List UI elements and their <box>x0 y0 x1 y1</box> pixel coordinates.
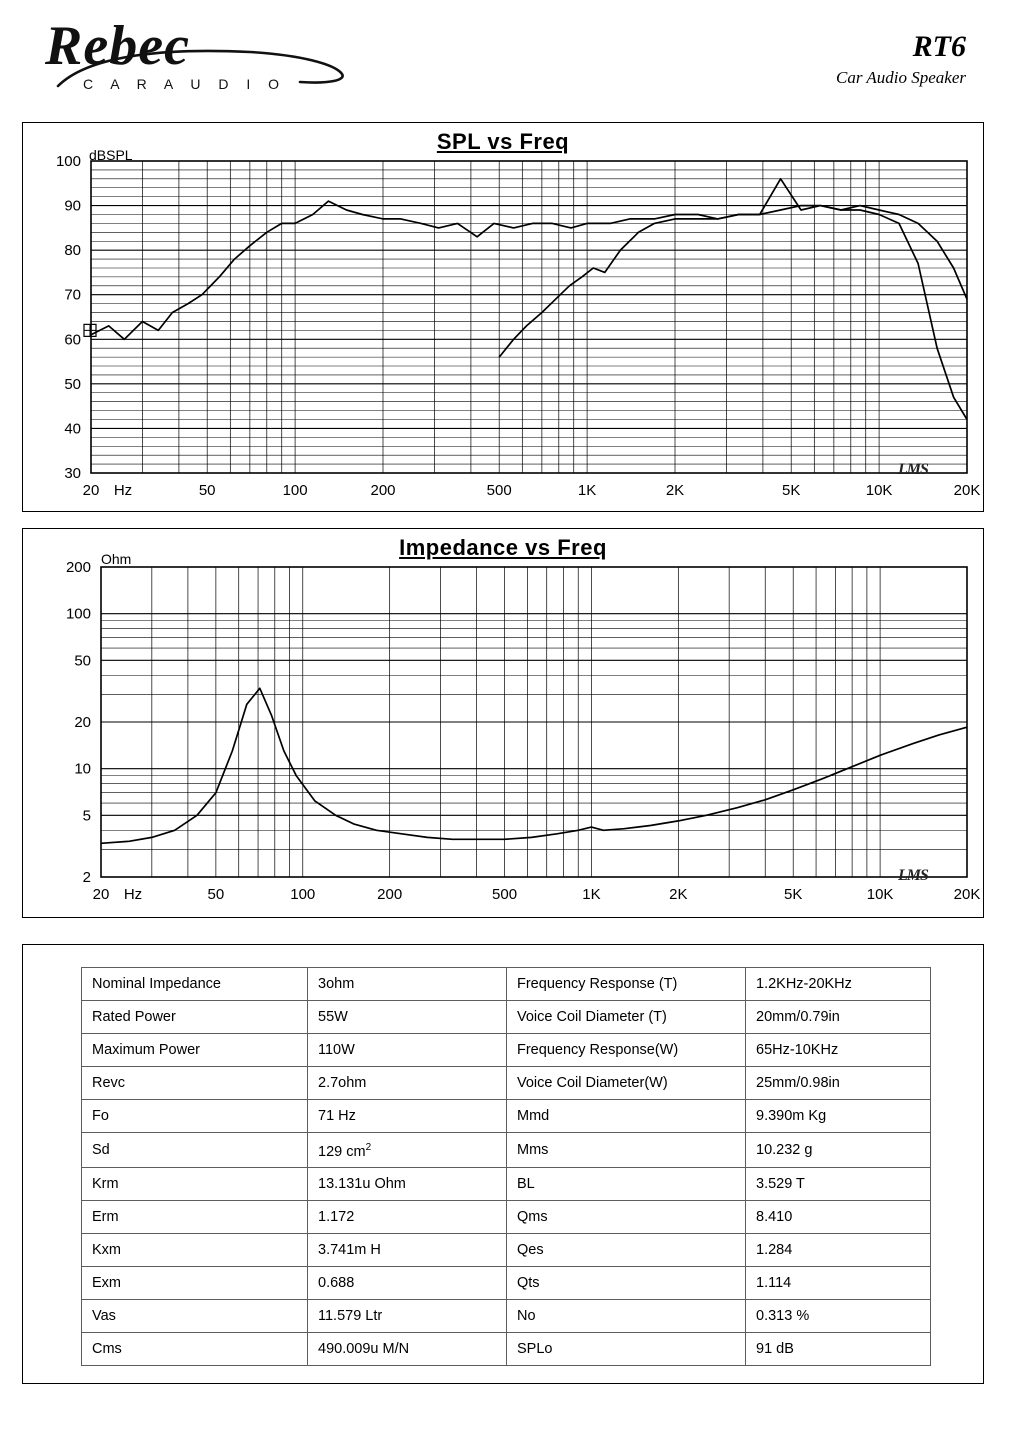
spec-key: Maximum Power <box>82 1034 308 1067</box>
spec-key: Fo <box>82 1100 308 1133</box>
impedance-chart-title: Impedance vs Freq <box>399 535 607 560</box>
spec-value: 11.579 Ltr <box>308 1299 507 1332</box>
table-row <box>82 1100 931 1133</box>
spec-value: 25mm/0.98in <box>746 1067 931 1100</box>
svg-text:200: 200 <box>65 559 91 576</box>
svg-text:2: 2 <box>82 869 91 886</box>
spec-value: 1.284 <box>746 1233 931 1266</box>
svg-text:5K: 5K <box>782 482 801 499</box>
spec-key: Mms <box>507 1133 746 1168</box>
spec-key: Krm <box>82 1167 308 1200</box>
svg-text:500: 500 <box>486 482 512 499</box>
brand-name: Rebec <box>45 15 190 77</box>
svg-text:200: 200 <box>377 886 403 903</box>
spec-key: BL <box>507 1167 746 1200</box>
svg-text:20K: 20K <box>953 886 981 903</box>
spec-value: 65Hz-10KHz <box>746 1034 931 1067</box>
spec-key: Revc <box>82 1067 308 1100</box>
svg-text:60: 60 <box>64 331 81 349</box>
svg-text:20: 20 <box>82 482 100 499</box>
spec-value: 3.741m H <box>308 1233 507 1266</box>
spec-value: 0.688 <box>308 1266 507 1299</box>
spec-key: Qts <box>507 1266 746 1299</box>
svg-text:90: 90 <box>64 197 81 215</box>
table-row <box>82 1299 931 1332</box>
table-row <box>82 1266 931 1299</box>
spec-value: 1.2KHz-20KHz <box>746 968 931 1001</box>
spec-key: Frequency Response (T) <box>507 968 746 1001</box>
spec-value: 8.410 <box>746 1200 931 1233</box>
spec-key: Kxm <box>82 1233 308 1266</box>
model-subtitle: Car Audio Speaker <box>835 68 966 87</box>
svg-text:20: 20 <box>92 886 110 903</box>
svg-text:Hz: Hz <box>123 886 143 903</box>
brand-tagline: C A R A U D I O <box>83 76 287 92</box>
spec-key: Qms <box>507 1200 746 1233</box>
spec-key: Sd <box>82 1133 308 1168</box>
svg-text:20: 20 <box>74 714 91 731</box>
svg-text:1K: 1K <box>582 886 601 903</box>
spec-key: Rated Power <box>82 1001 308 1034</box>
spec-value: 71 Hz <box>308 1100 507 1133</box>
svg-text:30: 30 <box>64 465 81 482</box>
svg-text:50: 50 <box>74 652 91 670</box>
spec-value: 1.172 <box>308 1200 507 1233</box>
spec-key: Erm <box>82 1200 308 1233</box>
page-header <box>0 0 1024 112</box>
spec-value: 490.009u M/N <box>308 1332 507 1365</box>
spec-value: 20mm/0.79in <box>746 1001 931 1034</box>
spec-value: 55W <box>308 1001 507 1034</box>
svg-text:10K: 10K <box>865 482 893 499</box>
svg-text:Hz: Hz <box>113 482 133 499</box>
spec-value: 3.529 T <box>746 1167 931 1200</box>
spl-plot <box>23 123 983 511</box>
table-row <box>82 968 931 1001</box>
spec-key: Cms <box>82 1332 308 1365</box>
impedance-y-unit-label: Ohm <box>101 551 132 567</box>
table-row <box>82 1133 931 1168</box>
svg-text:10: 10 <box>74 760 91 778</box>
svg-text:50: 50 <box>64 375 81 393</box>
spec-key: SPLo <box>507 1332 746 1365</box>
spec-key: Frequency Response(W) <box>507 1034 746 1067</box>
impedance-chart-panel <box>22 528 984 918</box>
spec-value: 110W <box>308 1034 507 1067</box>
svg-text:1K: 1K <box>577 482 597 499</box>
table-row <box>82 1001 931 1034</box>
model-block <box>836 32 966 88</box>
svg-text:10K: 10K <box>866 886 894 903</box>
table-row <box>82 1034 931 1067</box>
specifications-table <box>81 967 931 1366</box>
spec-value: 1.114 <box>746 1266 931 1299</box>
svg-text:5K: 5K <box>784 886 803 903</box>
spl-y-unit-label: dBSPL <box>89 147 133 163</box>
svg-text:200: 200 <box>370 482 396 499</box>
spl-chart-panel <box>22 122 984 512</box>
svg-text:50: 50 <box>198 482 216 499</box>
spec-key: Qes <box>507 1233 746 1266</box>
table-row <box>82 1067 931 1100</box>
svg-text:500: 500 <box>492 886 518 903</box>
svg-text:100: 100 <box>290 886 316 903</box>
svg-text:70: 70 <box>64 286 81 304</box>
table-row <box>82 1200 931 1233</box>
spec-value: 91 dB <box>746 1332 931 1365</box>
svg-text:100: 100 <box>65 605 91 623</box>
spec-key: Exm <box>82 1266 308 1299</box>
impedance-lms-watermark: LMS <box>898 867 928 884</box>
spec-key: No <box>507 1299 746 1332</box>
spec-key: Mmd <box>507 1100 746 1133</box>
svg-text:2K: 2K <box>669 886 688 903</box>
spec-value: 10.232 g <box>746 1133 931 1168</box>
table-row <box>82 1233 931 1266</box>
spec-value: 9.390m Kg <box>746 1100 931 1133</box>
spec-value: 129 $cm^2$ <box>308 1133 507 1168</box>
model-name: RT6 <box>912 30 966 63</box>
svg-text:100: 100 <box>282 482 308 499</box>
spec-key: Vas <box>82 1299 308 1332</box>
svg-text:20K: 20K <box>953 482 981 499</box>
svg-text:5: 5 <box>82 807 91 825</box>
svg-text:40: 40 <box>64 420 81 438</box>
brand-logo <box>45 15 365 92</box>
spec-value: 2.7ohm <box>308 1067 507 1100</box>
spec-key: Voice Coil Diameter(W) <box>507 1067 746 1100</box>
svg-text:80: 80 <box>64 242 81 260</box>
svg-text:2K: 2K <box>665 482 685 499</box>
specifications-panel <box>22 944 984 1384</box>
spec-value: 3ohm <box>308 968 507 1001</box>
spec-value: 13.131u Ohm <box>308 1167 507 1200</box>
spl-lms-watermark: LMS <box>898 461 928 478</box>
spec-key: Nominal Impedance <box>82 968 308 1001</box>
svg-text:100: 100 <box>55 153 81 170</box>
impedance-plot <box>23 529 983 917</box>
table-row <box>82 1167 931 1200</box>
spec-value: 0.313 % <box>746 1299 931 1332</box>
spec-key: Voice Coil Diameter (T) <box>507 1001 746 1034</box>
spl-chart-title: SPL vs Freq <box>436 129 570 154</box>
svg-text:50: 50 <box>207 886 225 903</box>
table-row <box>82 1332 931 1365</box>
